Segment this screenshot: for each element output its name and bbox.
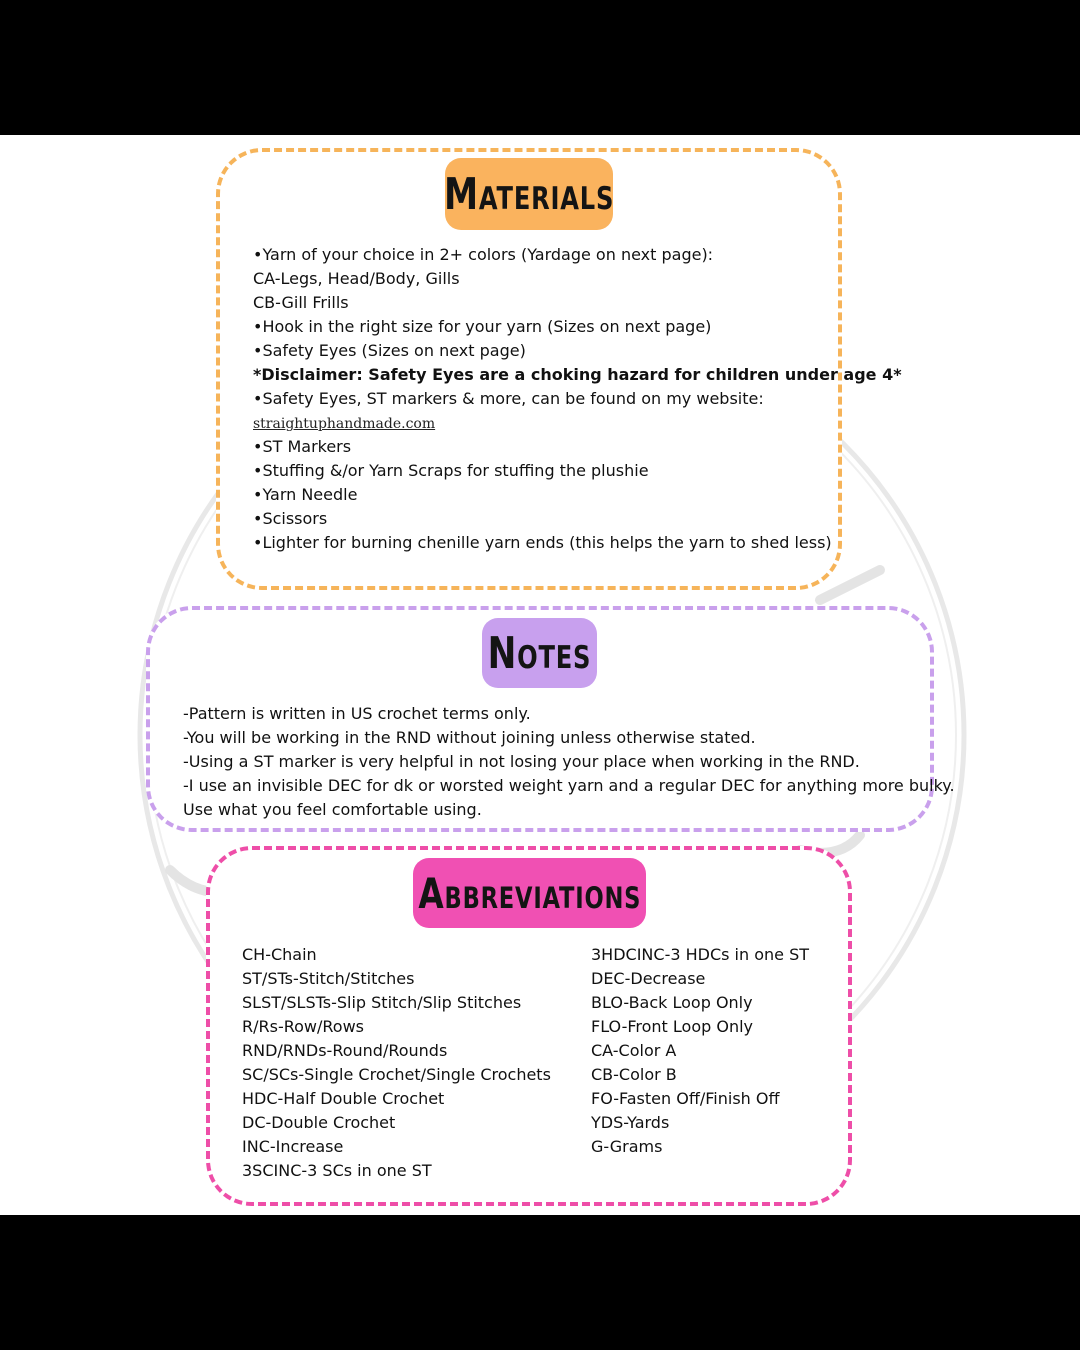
abbreviation-item: CA-Color A [591, 1041, 677, 1060]
materials-item: •Scissors [253, 509, 328, 528]
abbreviation-item: INC-Increase [242, 1137, 344, 1156]
abbreviation-item: 3SCINC-3 SCs in one ST [242, 1161, 432, 1180]
abbreviation-item: G-Grams [591, 1137, 663, 1156]
abbreviation-item: BLO-Back Loop Only [591, 993, 753, 1012]
abbreviation-item: DEC-Decrease [591, 969, 706, 988]
abbreviation-item: SLST/SLSTs-Slip Stitch/Slip Stitches [242, 993, 522, 1012]
materials-item: •Yarn Needle [253, 485, 358, 504]
materials-heading: Materials [445, 158, 613, 230]
abbreviations-left-column [242, 943, 551, 1183]
abbreviation-item: RND/RNDs-Round/Rounds [242, 1041, 448, 1060]
materials-item: •Safety Eyes (Sizes on next page) [253, 341, 526, 360]
materials-item: •Stuffing &/or Yarn Scraps for stuffing the plushie [253, 461, 649, 480]
abbreviation-item: FO-Fasten Off/Finish Off [591, 1089, 780, 1108]
note-line: -You will be working in the RND without joining unless otherwise stated. [183, 728, 756, 747]
website-link[interactable]: straightuphandmade.com [253, 416, 436, 432]
abbreviations-right-column [591, 943, 809, 1159]
abbreviation-item: YDS-Yards [591, 1113, 670, 1132]
abbreviation-item: FLO-Front Loop Only [591, 1017, 754, 1036]
abbreviation-item: HDC-Half Double Crochet [242, 1089, 445, 1108]
abbreviation-item: ST/STs-Stitch/Stitches [242, 969, 415, 988]
materials-list [253, 243, 902, 555]
materials-item: •Lighter for burning chenille yarn ends (this helps the yarn to shed less) [253, 533, 832, 552]
note-line: -Using a ST marker is very helpful in not losing your place when working in the RND. [183, 752, 860, 771]
materials-item: •Safety Eyes, ST markers & more, can be found on my website: [253, 389, 764, 408]
abbreviations-heading: Abbreviations [413, 858, 646, 928]
abbreviation-item: CB-Color B [591, 1065, 677, 1084]
bottom-black-bar [0, 1215, 1080, 1350]
abbreviation-item: DC-Double Crochet [242, 1113, 396, 1132]
abbreviation-item: R/Rs-Row/Rows [242, 1017, 365, 1036]
materials-item: •Hook in the right size for your yarn (Sizes on next page) [253, 317, 712, 336]
materials-item: CB-Gill Frills [253, 293, 349, 312]
note-line: Use what you feel comfortable using. [183, 800, 482, 819]
disclaimer-text: *Disclaimer: Safety Eyes are a choking hazard for children under age 4* [253, 365, 902, 384]
abbreviation-item: 3HDCINC-3 HDCs in one ST [591, 945, 810, 964]
notes-list [183, 702, 955, 822]
notes-heading: Notes [482, 618, 597, 688]
note-line: -I use an invisible DEC for dk or worsted weight yarn and a regular DEC for anything more bulky. [183, 776, 955, 795]
abbreviation-item: CH-Chain [242, 945, 317, 964]
materials-item: •ST Markers [253, 437, 352, 456]
materials-item: CA-Legs, Head/Body, Gills [253, 269, 460, 288]
abbreviation-item: SC/SCs-Single Crochet/Single Crochets [242, 1065, 551, 1084]
note-line: -Pattern is written in US crochet terms only. [183, 704, 531, 723]
materials-item: •Yarn of your choice in 2+ colors (Yardage on next page): [253, 245, 714, 264]
